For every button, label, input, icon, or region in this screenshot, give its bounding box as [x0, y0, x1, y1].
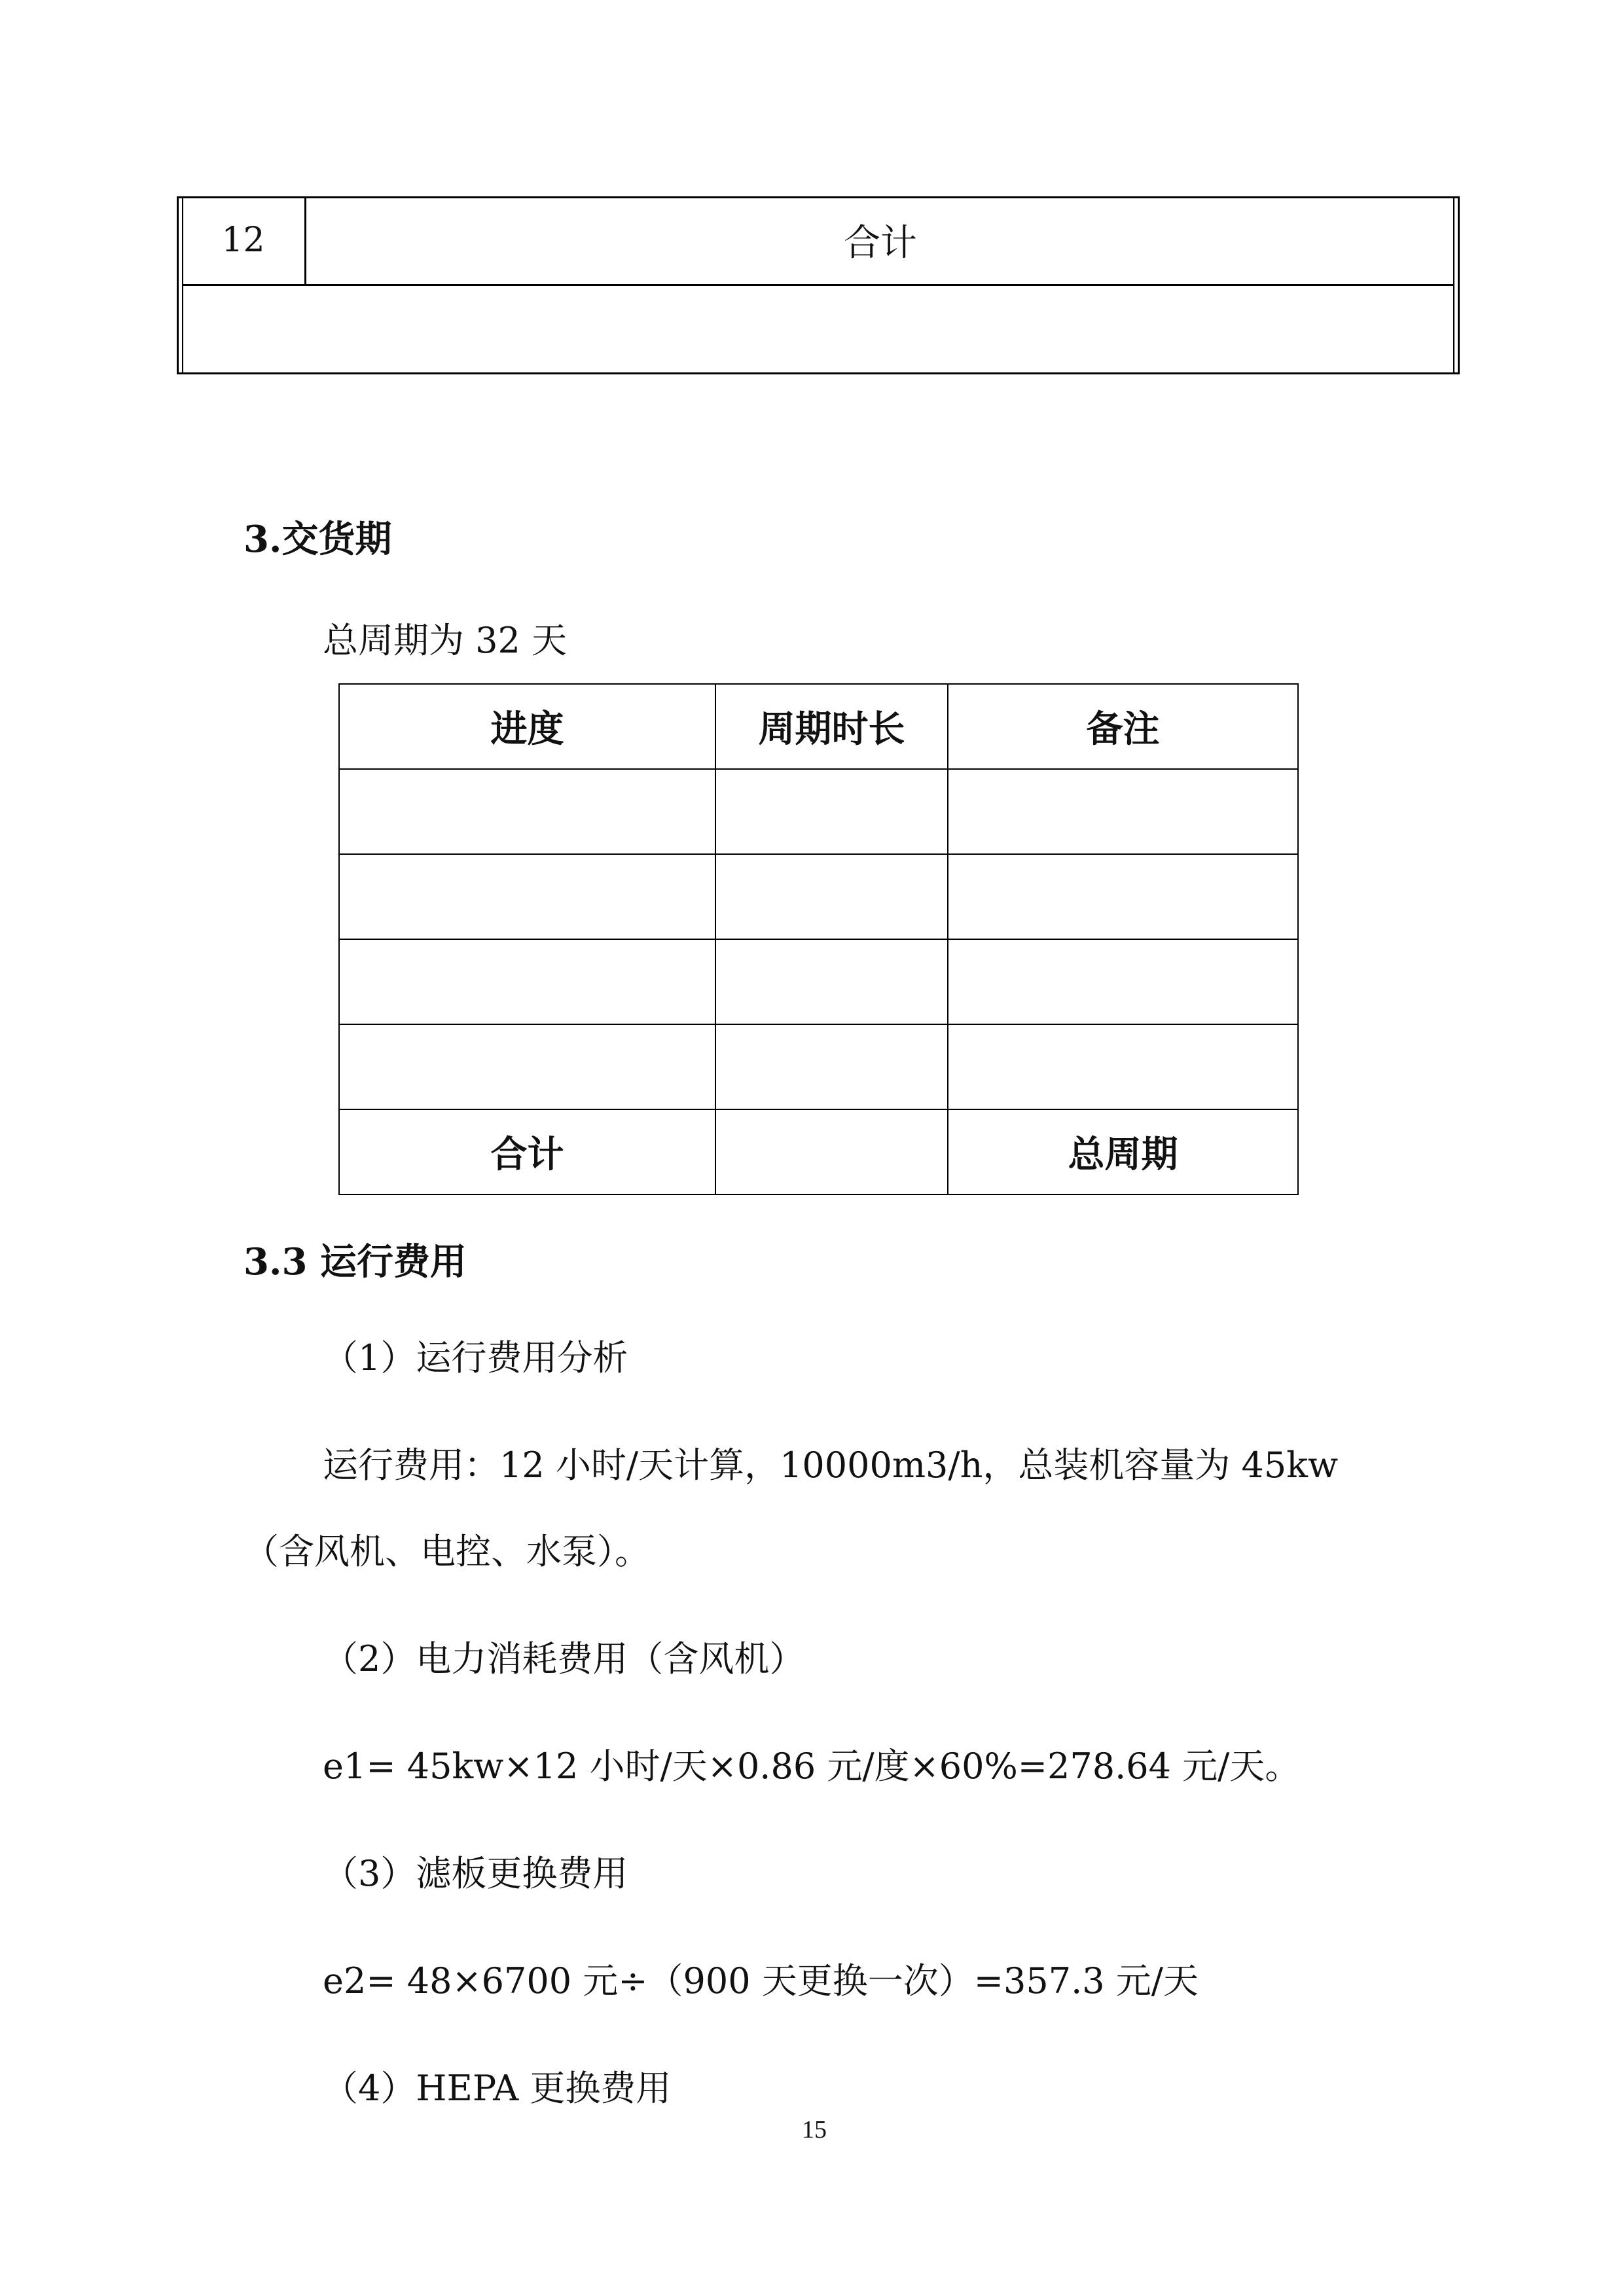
header-progress: 进度 — [339, 684, 715, 769]
table-cell — [339, 854, 715, 939]
delivery-table — [338, 683, 1299, 1195]
item-e2-formula: e2= 48×6700 元÷（900 天更换一次）=357.3 元/天 — [323, 1960, 1199, 2001]
footer-total: 合计 — [339, 1109, 715, 1194]
table-cell — [339, 769, 715, 854]
table-header-row — [339, 684, 1298, 769]
table-cell — [715, 854, 948, 939]
table-row — [339, 769, 1298, 854]
item-power: （2）电力消耗费用（含风机） — [323, 1638, 805, 1679]
item-e1-formula: e1= 45kw×12 小时/天×0.86 元/度×60%=278.64 元/天。 — [323, 1746, 1301, 1787]
table-cell — [339, 939, 715, 1024]
item-hepa: （4）HEPA 更换费用 — [323, 2068, 672, 2109]
table-cell — [715, 939, 948, 1024]
summary-row-number: 12 — [221, 221, 265, 260]
header-remarks: 备注 — [948, 684, 1298, 769]
operating-cost-heading: 3.3 运行费用 — [244, 1240, 467, 1283]
header-duration: 周期时长 — [715, 684, 948, 769]
table-row — [339, 1024, 1298, 1109]
table-cell — [715, 1024, 948, 1109]
item-filter: （3）滤板更换费用 — [323, 1853, 628, 1894]
table-cell — [948, 854, 1298, 939]
table-cell — [948, 939, 1298, 1024]
table-footer-row — [339, 1109, 1298, 1194]
item-analysis: （1）运行费用分析 — [323, 1337, 628, 1378]
item-operating-basis-cont: （含风机、电控、水泵）。 — [244, 1531, 650, 1572]
table-cell — [715, 769, 948, 854]
table-row — [339, 939, 1298, 1024]
summary-table-row-divider — [182, 284, 1454, 286]
table-row — [339, 854, 1298, 939]
table-cell — [948, 1024, 1298, 1109]
table-cell — [948, 769, 1298, 854]
summary-row-label: 合计 — [844, 222, 917, 264]
page-number: 15 — [802, 2116, 827, 2144]
item-operating-basis: 运行费用：12 小时/天计算，10000m3/h，总装机容量为 45kw — [323, 1444, 1339, 1486]
footer-duration — [715, 1109, 948, 1194]
total-period-text: 总周期为 32 天 — [323, 620, 568, 661]
footer-total-period: 总周期 — [948, 1109, 1298, 1194]
summary-table — [177, 196, 1460, 374]
table-cell — [339, 1024, 715, 1109]
delivery-heading: 3.交货期 — [244, 518, 392, 561]
